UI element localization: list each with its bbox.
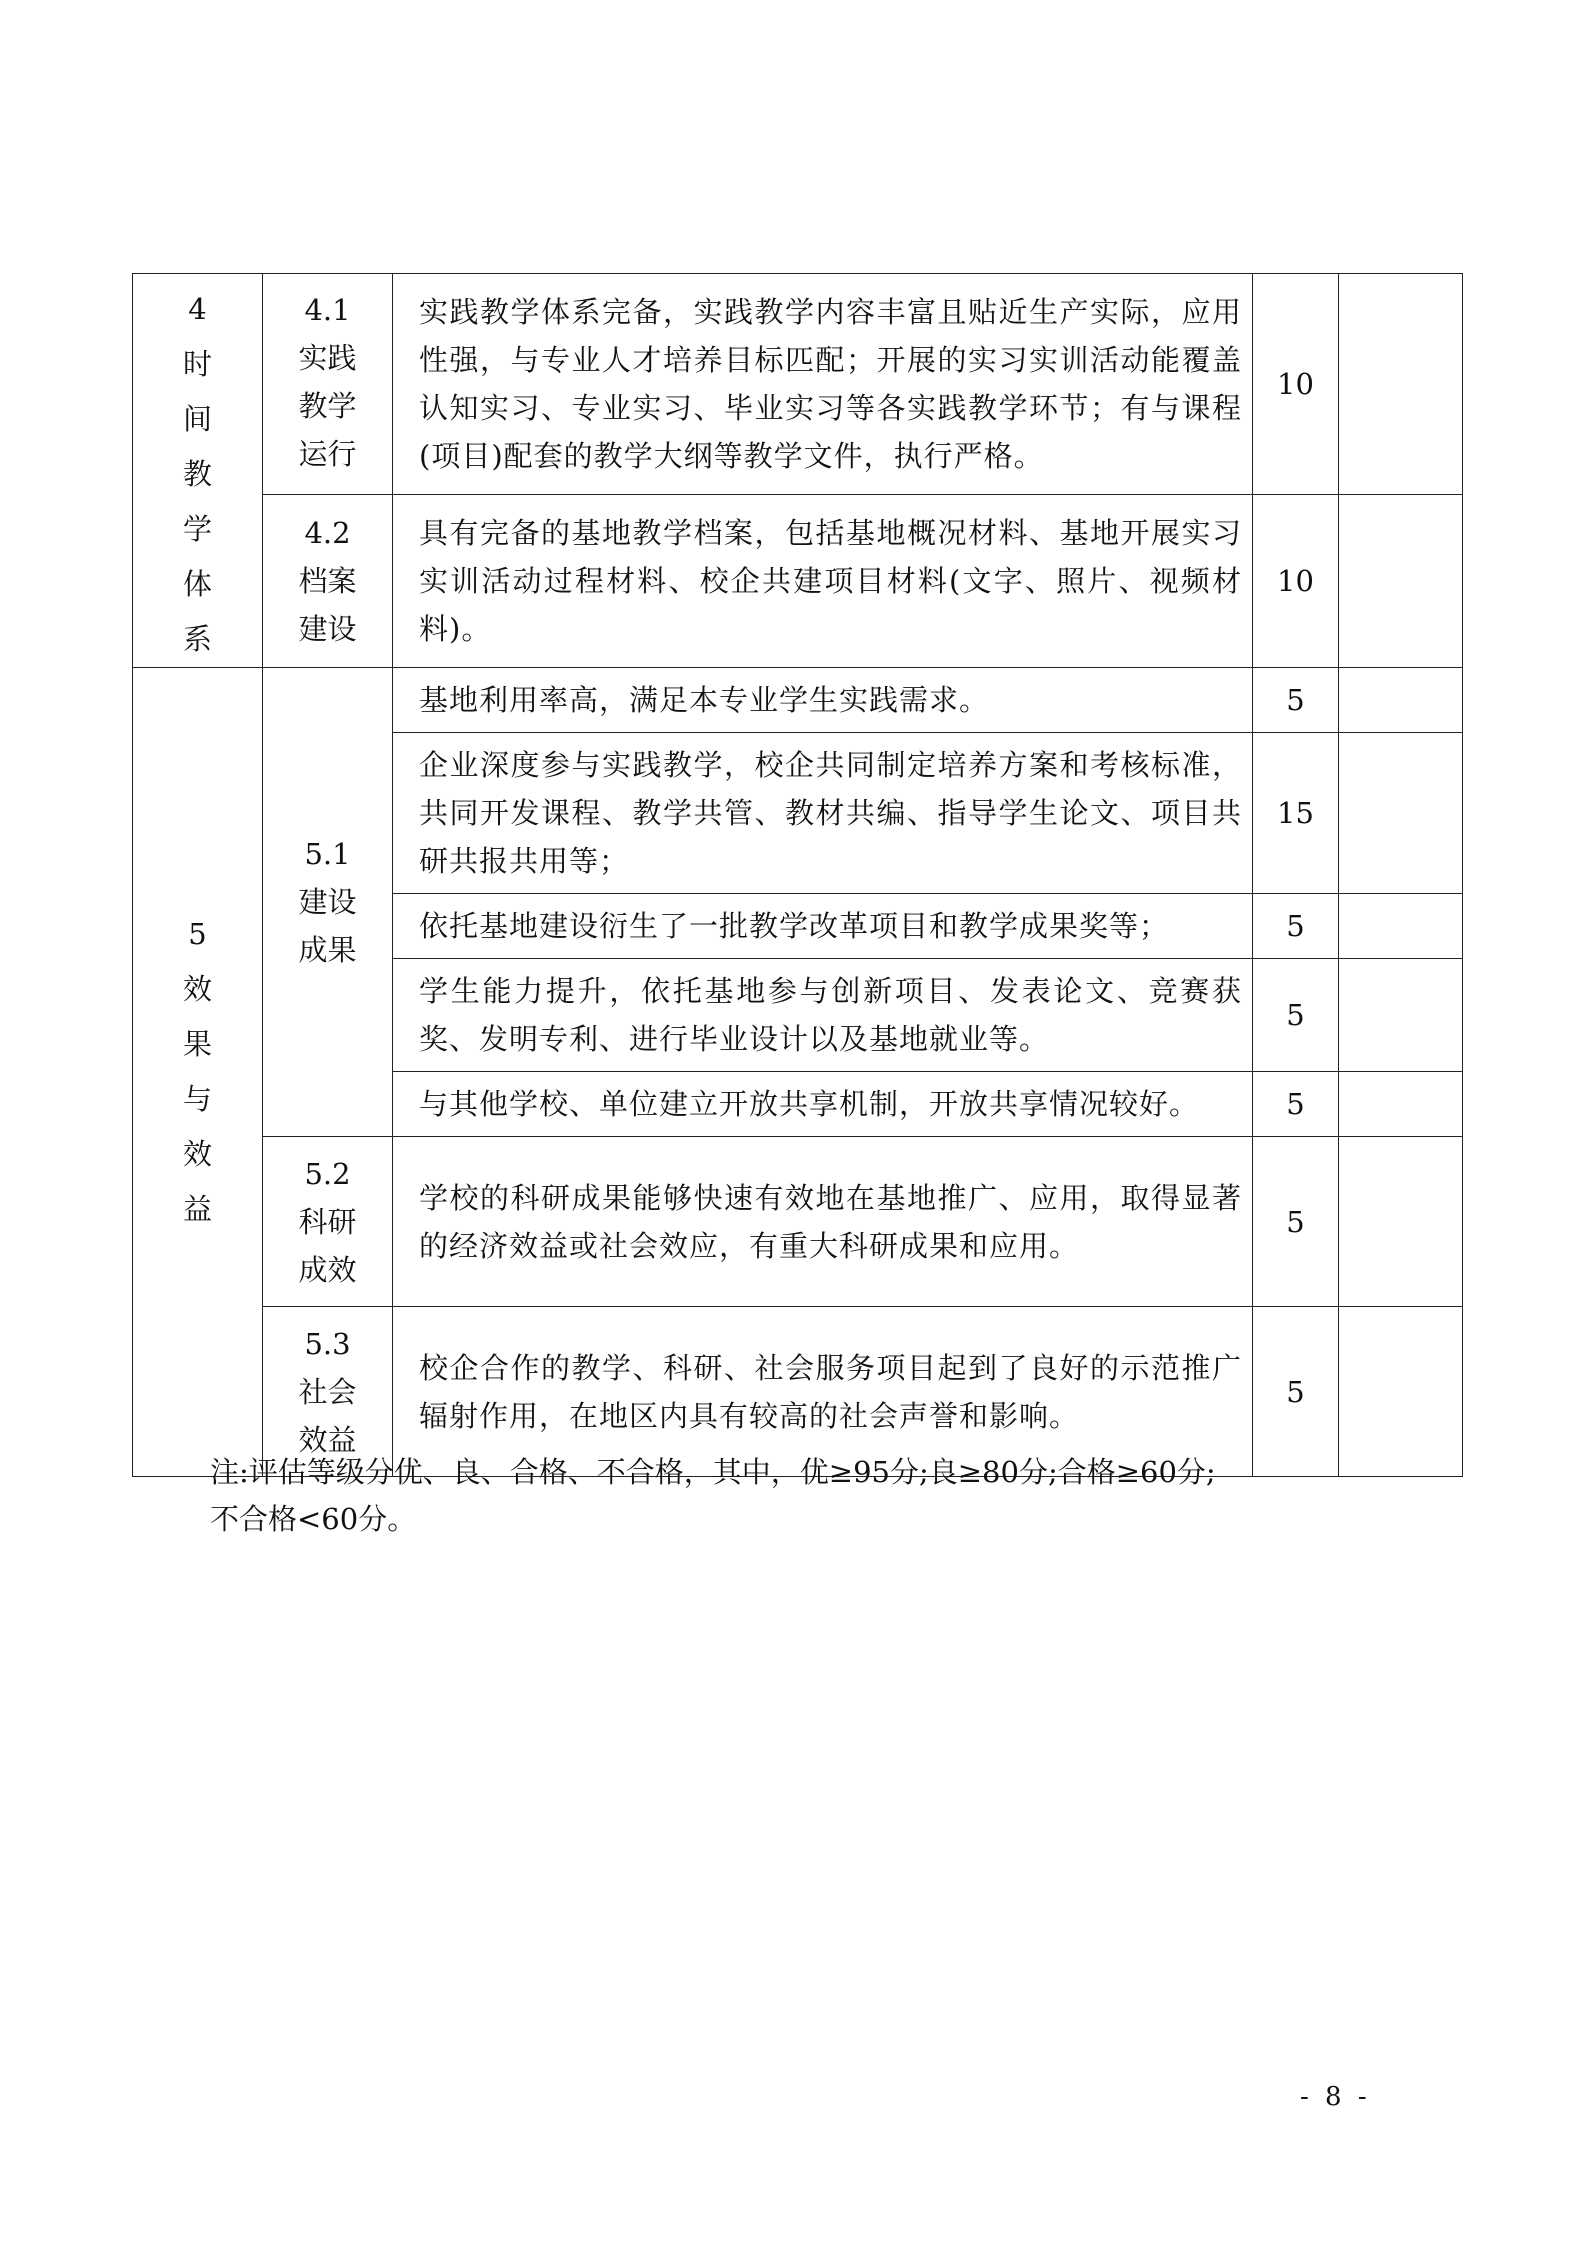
evaluation-table xyxy=(132,273,1463,1477)
blank-cell xyxy=(1339,1072,1463,1137)
criteria-text: 学校的科研成果能够快速有效地在基地推广、应用，取得显著的经济效益或社会效应，有重大科研成果和应用。 xyxy=(393,1137,1253,1307)
table-row xyxy=(133,495,1463,668)
blank-cell xyxy=(1339,894,1463,959)
score-cell: 15 xyxy=(1253,733,1339,894)
criteria-text: 校企合作的教学、科研、社会服务项目起到了良好的示范推广辐射作用，在地区内具有较高的社会声誉和影响。 xyxy=(393,1307,1253,1477)
criteria-text: 实践教学体系完备，实践教学内容丰富且贴近生产实际，应用性强，与专业人才培养目标匹配；开展的实习实训活动能覆盖认知实习、专业实习、毕业实习等各实践教学环节；有与课程(项目)配套的教学大纲等教学文件，执行严格。 xyxy=(393,274,1253,495)
blank-cell xyxy=(1339,274,1463,495)
table-row xyxy=(133,668,1463,733)
subitem-cell-4-1: 4.1 实践 教学 运行 xyxy=(263,274,393,495)
subitem-cell-5-1: 5.1 建设 成果 xyxy=(263,668,393,1137)
table-row xyxy=(133,274,1463,495)
note-line-2: 不合格<60分。 xyxy=(210,1502,417,1536)
blank-cell xyxy=(1339,1137,1463,1307)
score-cell: 5 xyxy=(1253,959,1339,1072)
blank-cell xyxy=(1339,733,1463,894)
blank-cell xyxy=(1339,959,1463,1072)
note-line-1: 注:评估等级分优、良、合格、不合格，其中，优≥95分;良≥80分;合格≥60分; xyxy=(210,1455,1216,1489)
subitem-cell-4-2: 4.2 档案 建设 xyxy=(263,495,393,668)
score-cell: 10 xyxy=(1253,274,1339,495)
score-cell: 5 xyxy=(1253,894,1339,959)
score-cell: 5 xyxy=(1253,668,1339,733)
table-row xyxy=(133,1137,1463,1307)
criteria-text: 具有完备的基地教学档案，包括基地概况材料、基地开展实习实训活动过程材料、校企共建项目材料(文字、照片、视频材料)。 xyxy=(393,495,1253,668)
category-cell-5: 5 效 果 与 效 益 xyxy=(133,668,263,1477)
blank-cell xyxy=(1339,495,1463,668)
score-cell: 10 xyxy=(1253,495,1339,668)
criteria-text: 依托基地建设衍生了一批教学改革项目和教学成果奖等； xyxy=(393,894,1253,959)
score-cell: 5 xyxy=(1253,1307,1339,1477)
subitem-cell-5-3: 5.3 社会 效益 xyxy=(263,1307,393,1477)
page-number: - 8 - xyxy=(1300,2082,1371,2112)
category-cell-4: 4 时 间 教 学 体 系 xyxy=(133,274,263,668)
score-cell: 5 xyxy=(1253,1137,1339,1307)
criteria-text: 基地利用率高，满足本专业学生实践需求。 xyxy=(393,668,1253,733)
blank-cell xyxy=(1339,668,1463,733)
criteria-text: 与其他学校、单位建立开放共享机制，开放共享情况较好。 xyxy=(393,1072,1253,1137)
subitem-cell-5-2: 5.2 科研 成效 xyxy=(263,1137,393,1307)
criteria-text: 学生能力提升，依托基地参与创新项目、发表论文、竞赛获奖、发明专利、进行毕业设计以及基地就业等。 xyxy=(393,959,1253,1072)
criteria-text: 企业深度参与实践教学，校企共同制定培养方案和考核标准，共同开发课程、教学共管、教材共编、指导学生论文、项目共研共报共用等； xyxy=(393,733,1253,894)
score-cell: 5 xyxy=(1253,1072,1339,1137)
